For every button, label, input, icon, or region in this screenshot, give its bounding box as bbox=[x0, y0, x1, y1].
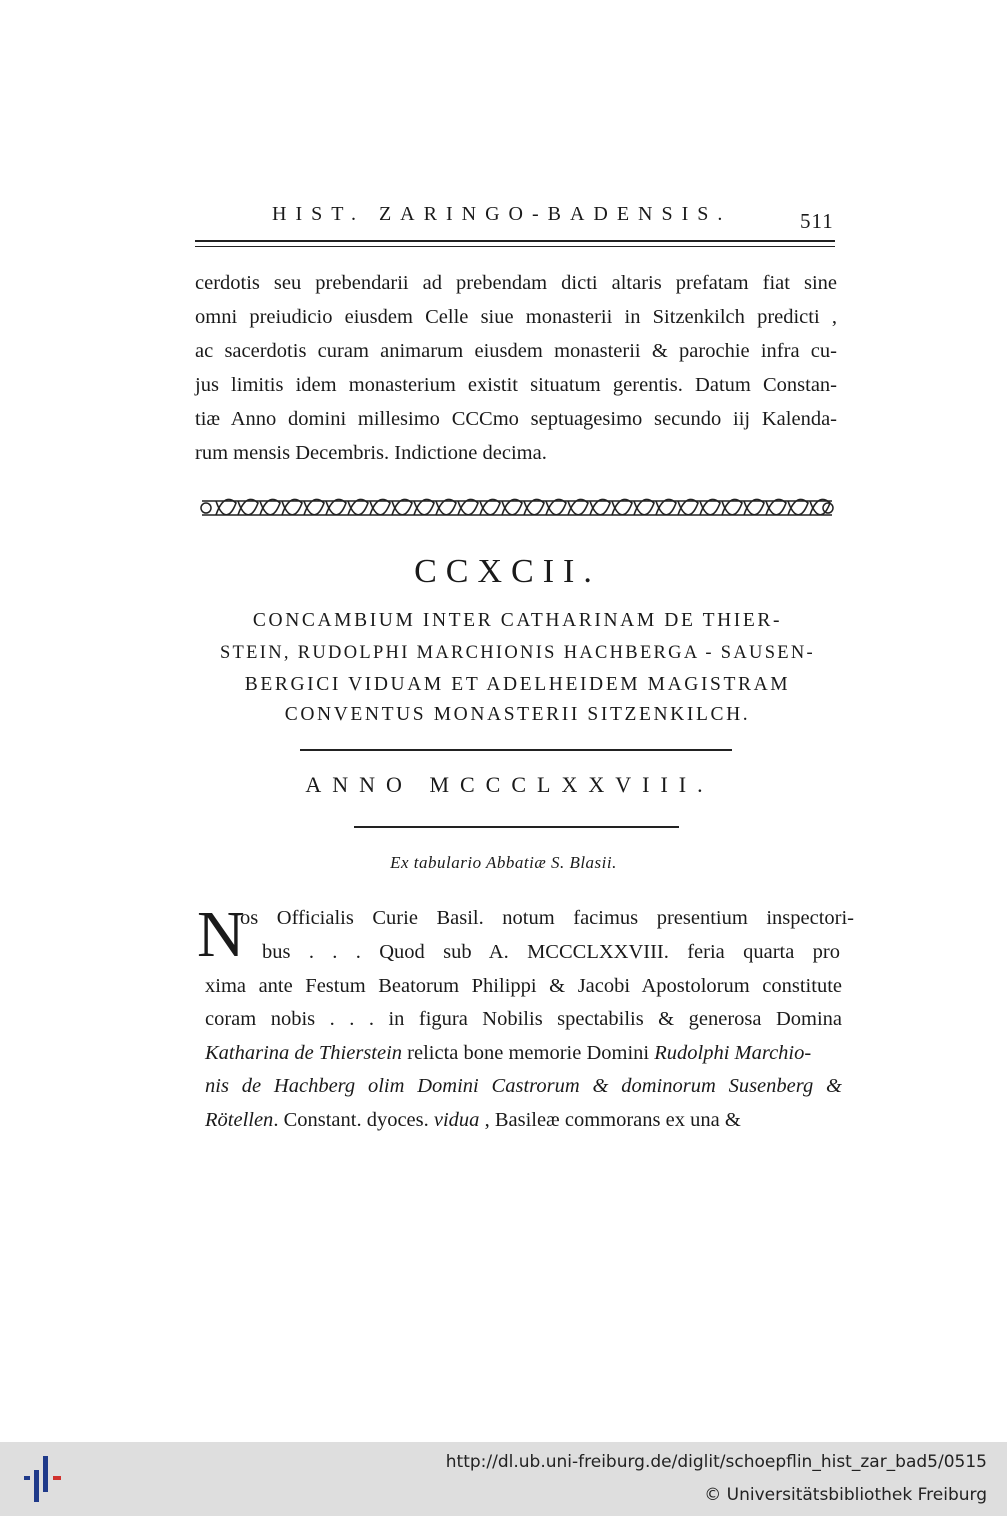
viewer-footer bbox=[0, 1442, 1007, 1516]
body-line: coram nobis . . . in figura Nobilis spectabilis & generosa Domina bbox=[205, 1008, 842, 1030]
body-line: nis de Hachberg olim Domini Castrorum & dominorum Susenberg & bbox=[205, 1075, 842, 1097]
source-note: Ex tabulario Abbatiæ S. Blasii. bbox=[390, 853, 617, 872]
text-line: cerdotis seu prebendarii ad prebendam dicti altaris prefatam fiat sine bbox=[195, 272, 837, 294]
body-line: os Officialis Curie Basil. notum facimus presentium inspectori- bbox=[240, 907, 854, 929]
permalink-url[interactable]: http://dl.ub.uni-freiburg.de/diglit/schoepflin_hist_zar_bad5/0515 bbox=[445, 1452, 987, 1472]
body-line bbox=[205, 1041, 845, 1065]
body-text-italic: vidua bbox=[433, 1109, 480, 1131]
heading-line: CONCAMBIUM INTER CATHARINAM DE THIER- bbox=[252, 610, 783, 631]
body-text: . Constant. dyoces. bbox=[273, 1109, 434, 1131]
body-line bbox=[205, 1108, 845, 1132]
text-line: jus limitis idem monasterium existit situatum gerentis. Datum Constan- bbox=[195, 374, 837, 396]
ub-freiburg-logo-icon[interactable] bbox=[24, 1456, 64, 1502]
text-line: tiæ Anno domini millesimo CCCmo septuagesimo secundo iij Kalenda- bbox=[195, 408, 837, 430]
text-line: omni preiudicio eiusdem Celle siue monasterii in Sitzenkilch predicti , bbox=[195, 306, 837, 328]
heading-line: STEIN, RUDOLPHI MARCHIONIS HACHBERGA - SAUSEN- bbox=[219, 643, 816, 663]
heading-line: CONVENTUS MONASTERII SITZENKILCH. bbox=[284, 704, 751, 725]
text-line: ac sacerdotis curam animarum eiusdem monasterii & parochie infra cu- bbox=[195, 340, 837, 362]
body-line: xima ante Festum Beatorum Philippi & Jacobi Apostolorum constitute bbox=[205, 975, 842, 997]
body-line: bus . . . Quod sub A. MCCCLXXVIII. feria quarta pro bbox=[262, 941, 840, 963]
ornamental-band bbox=[198, 493, 836, 523]
year-heading: ANNO MCCCLXXVIII. bbox=[305, 772, 714, 797]
place-name: Rötellen bbox=[205, 1109, 274, 1131]
body-text: , Basileæ commorans ex una & bbox=[479, 1109, 741, 1131]
person-name: Rudolphi Marchio- bbox=[654, 1042, 812, 1064]
copyright-notice: © Universitätsbibliothek Freiburg bbox=[704, 1485, 987, 1505]
section-rule bbox=[354, 826, 679, 828]
drop-cap: N bbox=[197, 898, 245, 971]
section-rule bbox=[300, 749, 732, 751]
person-name: Katharina de Thierstein bbox=[205, 1042, 403, 1064]
page-number: 511 bbox=[800, 209, 834, 233]
running-head: HIST. ZARINGO-BADENSIS. bbox=[272, 203, 732, 225]
document-number: CCXCII. bbox=[414, 553, 601, 590]
body-text: relicta bone memorie Domini bbox=[402, 1042, 655, 1064]
header-double-rule bbox=[195, 240, 835, 247]
text-line: rum mensis Decembris. Indictione decima. bbox=[195, 442, 547, 464]
heading-line: BERGICI VIDUAM ET ADELHEIDEM MAGISTRAM bbox=[244, 674, 791, 695]
